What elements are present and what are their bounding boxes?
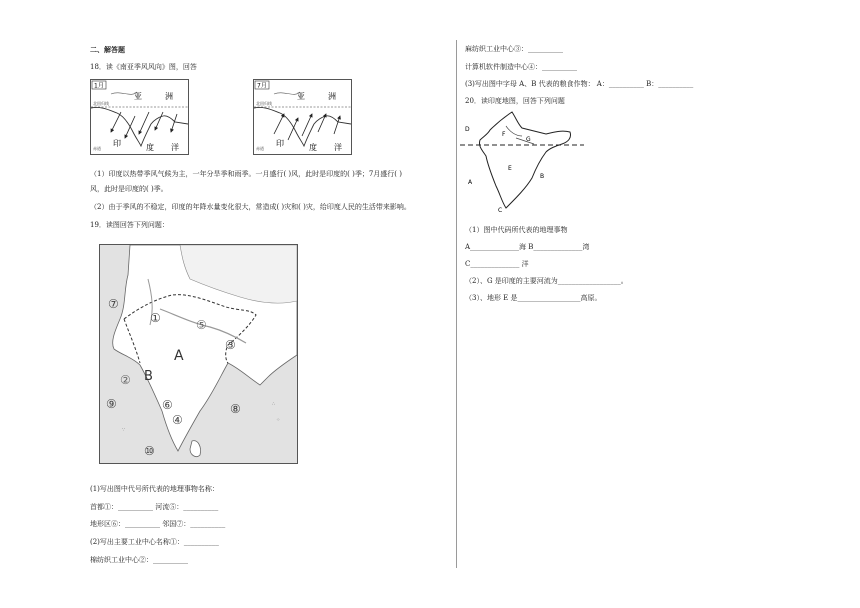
q20-line2: A______________海 B______________湾: [465, 243, 590, 251]
map2-du: 度: [309, 143, 317, 152]
label-10: ⑩: [144, 444, 155, 458]
india-outline-map: [460, 108, 590, 218]
label-2: ②: [120, 373, 131, 387]
q19-line3: 地形区⑥：__________ 邻国⑦：__________: [90, 520, 226, 528]
q20-line5: （3）、地形 E 是__________________高原。: [465, 294, 602, 302]
india-label-D: D: [465, 126, 470, 133]
south-asia-map: [99, 244, 298, 464]
map2-month: 7月: [257, 82, 267, 90]
map1-month: 1月: [94, 82, 104, 90]
map2-tropic-label: 北回归线: [256, 101, 272, 106]
india-label-C: C: [498, 207, 503, 214]
label-5: ⑤: [196, 318, 207, 332]
map2-yang: 洋: [334, 143, 342, 152]
column-divider: [456, 40, 457, 568]
q18-line2: 风，此时是印度的( )季。: [90, 185, 168, 193]
label-1: ①: [150, 311, 161, 325]
label-B: B: [144, 369, 153, 384]
q19-line5: 棉纺织工业中心②：__________: [90, 556, 188, 564]
map2-asia: 亚: [297, 92, 305, 101]
map1-zhou: 洲: [165, 92, 173, 101]
india-label-B: B: [540, 173, 545, 180]
india-label-F: F: [502, 131, 506, 138]
q20-prompt: 20．读印度地图，回答下列问题: [465, 97, 565, 105]
map1-yin: 印: [113, 139, 121, 148]
q19-line2: 首都①：__________ 河流⑤：__________: [90, 503, 219, 511]
map1-du: 度: [146, 143, 154, 152]
label-9: ⑨: [106, 397, 117, 411]
monsoon-map-july: [253, 79, 352, 155]
india-label-G: G: [526, 136, 531, 143]
q19-line4: (2)写出主要工业中心名称①：__________: [90, 538, 219, 546]
q18-line1: （1）印度以热带季风气候为主，一年分旱季和雨季。一月盛行( )风，此时是印度的( )季；7月盛行( ): [90, 170, 402, 178]
q20-line4: （2）、G 是印度的主要河流为__________________。: [465, 277, 628, 285]
svg-text:⁘: ⁘: [276, 417, 281, 423]
right-line2: 计算机软件制造中心④：__________: [465, 63, 577, 71]
q20-line1: （1）图中代码所代表的地理事物: [465, 226, 568, 234]
q18-line3: （2）由于季风的不稳定，印度的年降水量变化很大，常造成( )灾和( )灾，给印度人民的生活带来影响。: [90, 203, 411, 211]
section-title: 二、解答题: [90, 45, 125, 54]
q19-line1: (1)写出图中代号所代表的地理事物名称：: [90, 485, 219, 493]
svg-text:∴: ∴: [272, 401, 276, 407]
right-line3: (3)写出图中字母 A、B 代表的粮食作物： A：__________ B：__________: [465, 80, 694, 88]
india-label-E: E: [508, 165, 512, 172]
map1-yang: 洋: [171, 143, 179, 152]
map2-zhou: 洲: [328, 92, 336, 101]
q19-prompt: 19．读图回答下列问题：: [90, 221, 169, 229]
monsoon-map-january: [90, 79, 189, 155]
q18-prompt: 18．读《南亚季风风向》图，回答: [90, 63, 197, 71]
map1-asia: 亚: [134, 92, 142, 101]
map2-yin: 印: [276, 139, 284, 148]
label-7: ⑦: [108, 297, 119, 311]
label-4: ④: [172, 413, 183, 427]
label-3: ③: [225, 338, 236, 352]
label-A: A: [174, 348, 184, 364]
svg-text:∵: ∵: [122, 427, 126, 433]
right-line1: 麻纺织工业中心③：__________: [465, 45, 563, 53]
india-label-A: A: [468, 179, 473, 186]
map2-equator-label: 赤道: [256, 146, 264, 151]
map1-equator-label: 赤道: [93, 146, 101, 151]
map1-tropic-label: 北回归线: [93, 101, 109, 106]
label-8: ⑧: [230, 402, 241, 416]
label-6: ⑥: [162, 398, 173, 412]
q20-line3: C______________ 洋: [465, 260, 529, 268]
